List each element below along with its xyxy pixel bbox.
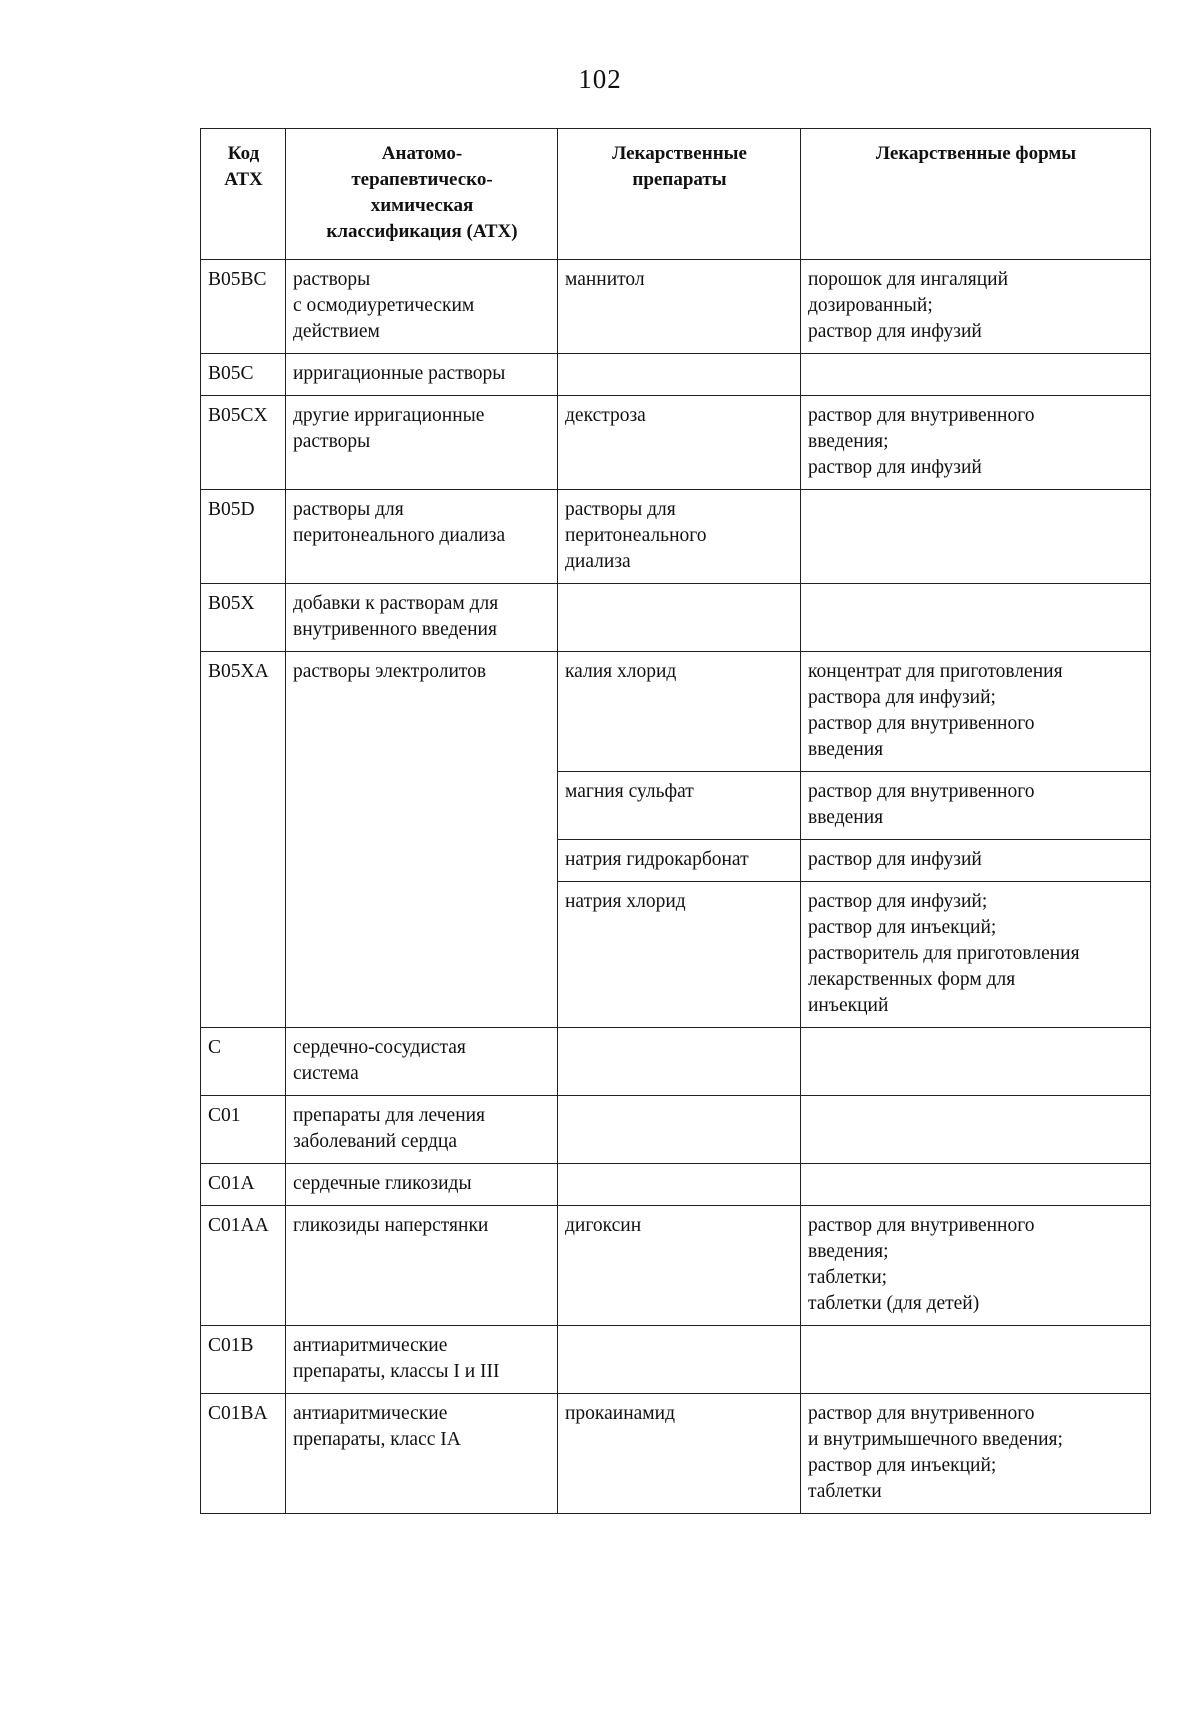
- classification-line: растворы: [293, 431, 371, 452]
- forms-line: раствор для внутривенного: [808, 405, 1035, 426]
- atc-code-cell: B05BC: [201, 260, 286, 354]
- drug-cell: [558, 772, 801, 840]
- drug-line: магния сульфат: [565, 781, 694, 802]
- dosage-forms-cell: [801, 1028, 1151, 1096]
- drug-line: натрия хлорид: [565, 891, 686, 912]
- atc-code-cell: C: [201, 1028, 286, 1096]
- drug-line: калия хлорид: [565, 661, 677, 682]
- empty-cell: [808, 1103, 1144, 1129]
- header-classification: [286, 129, 558, 260]
- forms-line: растворитель для приготовления: [808, 943, 1080, 964]
- table-row: [201, 1028, 1151, 1096]
- atc-code-cell: C01AA: [201, 1206, 286, 1326]
- forms-line: порошок для ингаляций: [808, 269, 1008, 290]
- empty-cell: [565, 1171, 794, 1197]
- forms-line: раствор для инъекций;: [808, 1455, 997, 1476]
- atc-code-cell: C01BA: [201, 1394, 286, 1514]
- classification-line: растворы электролитов: [293, 661, 487, 682]
- drug-cell: [558, 1326, 801, 1394]
- table-row: [201, 396, 1151, 490]
- header-line: АТХ: [224, 169, 263, 190]
- drug-cell: [558, 490, 801, 584]
- forms-line: раствор для внутривенного: [808, 781, 1035, 802]
- atc-code-cell: C01: [201, 1096, 286, 1164]
- empty-cell: [808, 591, 1144, 617]
- forms-line: концентрат для приготовления: [808, 661, 1063, 682]
- forms-line: введения;: [808, 1241, 889, 1262]
- dosage-forms-cell: [801, 1326, 1151, 1394]
- table-row: [201, 1206, 1151, 1326]
- header-forms: [801, 129, 1151, 260]
- forms-line: и внутримышечного введения;: [808, 1429, 1063, 1450]
- drug-cell: [558, 584, 801, 652]
- drug-cell: [558, 354, 801, 396]
- table-row: [201, 652, 1151, 772]
- forms-line: таблетки (для детей): [808, 1293, 980, 1314]
- dosage-forms-cell: [801, 584, 1151, 652]
- table-row: [201, 1326, 1151, 1394]
- classification-cell: [286, 1326, 558, 1394]
- classification-cell: [286, 652, 558, 1028]
- header-code: [201, 129, 286, 260]
- drug-line: натрия гидрокарбонат: [565, 849, 749, 870]
- table-row: [201, 490, 1151, 584]
- table-row: [201, 260, 1151, 354]
- dosage-forms-cell: [801, 1096, 1151, 1164]
- classification-cell: [286, 354, 558, 396]
- classification-line: внутривенного введения: [293, 619, 497, 640]
- dosage-forms-cell: [801, 1394, 1151, 1514]
- classification-line: заболеваний сердца: [293, 1131, 457, 1152]
- classification-cell: [286, 1164, 558, 1206]
- dosage-forms-cell: [801, 652, 1151, 772]
- header-line: терапевтическо-: [351, 169, 493, 190]
- table-row: [201, 354, 1151, 396]
- empty-cell: [808, 497, 1144, 523]
- page-number: 102: [578, 64, 622, 94]
- header-line: классификация (АТХ): [326, 221, 518, 242]
- classification-line: другие ирригационные: [293, 405, 485, 426]
- atc-code-cell: C01A: [201, 1164, 286, 1206]
- classification-cell: [286, 1206, 558, 1326]
- empty-cell: [565, 1035, 794, 1061]
- atc-table: [200, 128, 1151, 1514]
- atc-code-cell: B05D: [201, 490, 286, 584]
- classification-cell: [286, 490, 558, 584]
- drug-line: перитонеального: [565, 525, 707, 546]
- forms-line: введения;: [808, 431, 889, 452]
- classification-cell: [286, 260, 558, 354]
- forms-line: таблетки;: [808, 1267, 888, 1288]
- classification-line: перитонеального диализа: [293, 525, 506, 546]
- atc-code-cell: C01B: [201, 1326, 286, 1394]
- classification-line: препараты, класс IA: [293, 1429, 461, 1450]
- table-row: [201, 1164, 1151, 1206]
- classification-line: добавки к растворам для: [293, 593, 499, 614]
- table-body: [201, 260, 1151, 1514]
- classification-cell: [286, 584, 558, 652]
- forms-line: введения: [808, 807, 884, 828]
- empty-cell: [565, 1103, 794, 1129]
- classification-cell: [286, 1394, 558, 1514]
- dosage-forms-cell: [801, 1206, 1151, 1326]
- dosage-forms-cell: [801, 1164, 1151, 1206]
- drug-line: растворы для: [565, 499, 676, 520]
- forms-line: раствор для инфузий: [808, 457, 982, 478]
- drug-cell: [558, 882, 801, 1028]
- classification-line: сердечные гликозиды: [293, 1173, 472, 1194]
- dosage-forms-cell: [801, 354, 1151, 396]
- classification-cell: [286, 1096, 558, 1164]
- empty-cell: [565, 591, 794, 617]
- header-line: препараты: [632, 169, 727, 190]
- header-line: Лекарственные: [612, 143, 747, 164]
- classification-line: антиаритмические: [293, 1335, 448, 1356]
- drug-line: прокаинамид: [565, 1403, 675, 1424]
- dosage-forms-cell: [801, 490, 1151, 584]
- header-line: Анатомо-: [381, 143, 463, 164]
- classification-line: сердечно-сосудистая: [293, 1037, 466, 1058]
- classification-line: действием: [293, 321, 380, 342]
- forms-line: раствор для инфузий;: [808, 891, 988, 912]
- header-line: химическая: [370, 195, 474, 216]
- drug-cell: [558, 1206, 801, 1326]
- classification-line: растворы для: [293, 499, 404, 520]
- header-drugs: [558, 129, 801, 260]
- forms-line: раствор для инъекций;: [808, 917, 997, 938]
- atc-code-cell: B05CX: [201, 396, 286, 490]
- forms-line: дозированный;: [808, 295, 933, 316]
- classification-cell: [286, 1028, 558, 1096]
- drug-cell: [558, 1164, 801, 1206]
- forms-line: инъекций: [808, 995, 889, 1016]
- empty-cell: [808, 1333, 1144, 1359]
- dosage-forms-cell: [801, 840, 1151, 882]
- drug-line: диализа: [565, 551, 631, 572]
- header-line: Лекарственные формы: [875, 143, 1077, 164]
- classification-line: антиаритмические: [293, 1403, 448, 1424]
- drug-cell: [558, 396, 801, 490]
- forms-line: лекарственных форм для: [808, 969, 1016, 990]
- classification-line: система: [293, 1063, 359, 1084]
- drug-line: декстроза: [565, 405, 646, 426]
- header-line: Код: [227, 143, 260, 164]
- classification-line: гликозиды наперстянки: [293, 1215, 489, 1236]
- forms-line: таблетки: [808, 1481, 882, 1502]
- forms-line: раствор для внутривенного: [808, 1215, 1035, 1236]
- table-header: [201, 129, 1151, 260]
- drug-line: маннитол: [565, 269, 645, 290]
- forms-line: раствора для инфузий;: [808, 687, 996, 708]
- forms-line: раствор для внутривенного: [808, 713, 1035, 734]
- classification-line: ирригационные растворы: [293, 363, 506, 384]
- forms-line: раствор для инфузий: [808, 849, 982, 870]
- dosage-forms-cell: [801, 772, 1151, 840]
- dosage-forms-cell: [801, 396, 1151, 490]
- classification-line: препараты, классы I и III: [293, 1361, 500, 1382]
- table-row: [201, 584, 1151, 652]
- drug-cell: [558, 840, 801, 882]
- table-row: [201, 1394, 1151, 1514]
- empty-cell: [565, 1333, 794, 1359]
- forms-line: введения: [808, 739, 884, 760]
- empty-cell: [565, 361, 794, 387]
- forms-line: раствор для инфузий: [808, 321, 982, 342]
- dosage-forms-cell: [801, 260, 1151, 354]
- classification-cell: [286, 396, 558, 490]
- drug-cell: [558, 1028, 801, 1096]
- drug-cell: [558, 1394, 801, 1514]
- empty-cell: [808, 361, 1144, 387]
- empty-cell: [808, 1035, 1144, 1061]
- dosage-forms-cell: [801, 882, 1151, 1028]
- classification-line: с осмодиуретическим: [293, 295, 475, 316]
- atc-code-cell: B05C: [201, 354, 286, 396]
- empty-cell: [808, 1171, 1144, 1197]
- atc-code-cell: B05XA: [201, 652, 286, 1028]
- table-row: [201, 1096, 1151, 1164]
- classification-line: препараты для лечения: [293, 1105, 486, 1126]
- forms-line: раствор для внутривенного: [808, 1403, 1035, 1424]
- drug-line: дигоксин: [565, 1215, 642, 1236]
- drug-cell: [558, 1096, 801, 1164]
- classification-line: растворы: [293, 269, 371, 290]
- drug-cell: [558, 652, 801, 772]
- atc-code-cell: B05X: [201, 584, 286, 652]
- drug-cell: [558, 260, 801, 354]
